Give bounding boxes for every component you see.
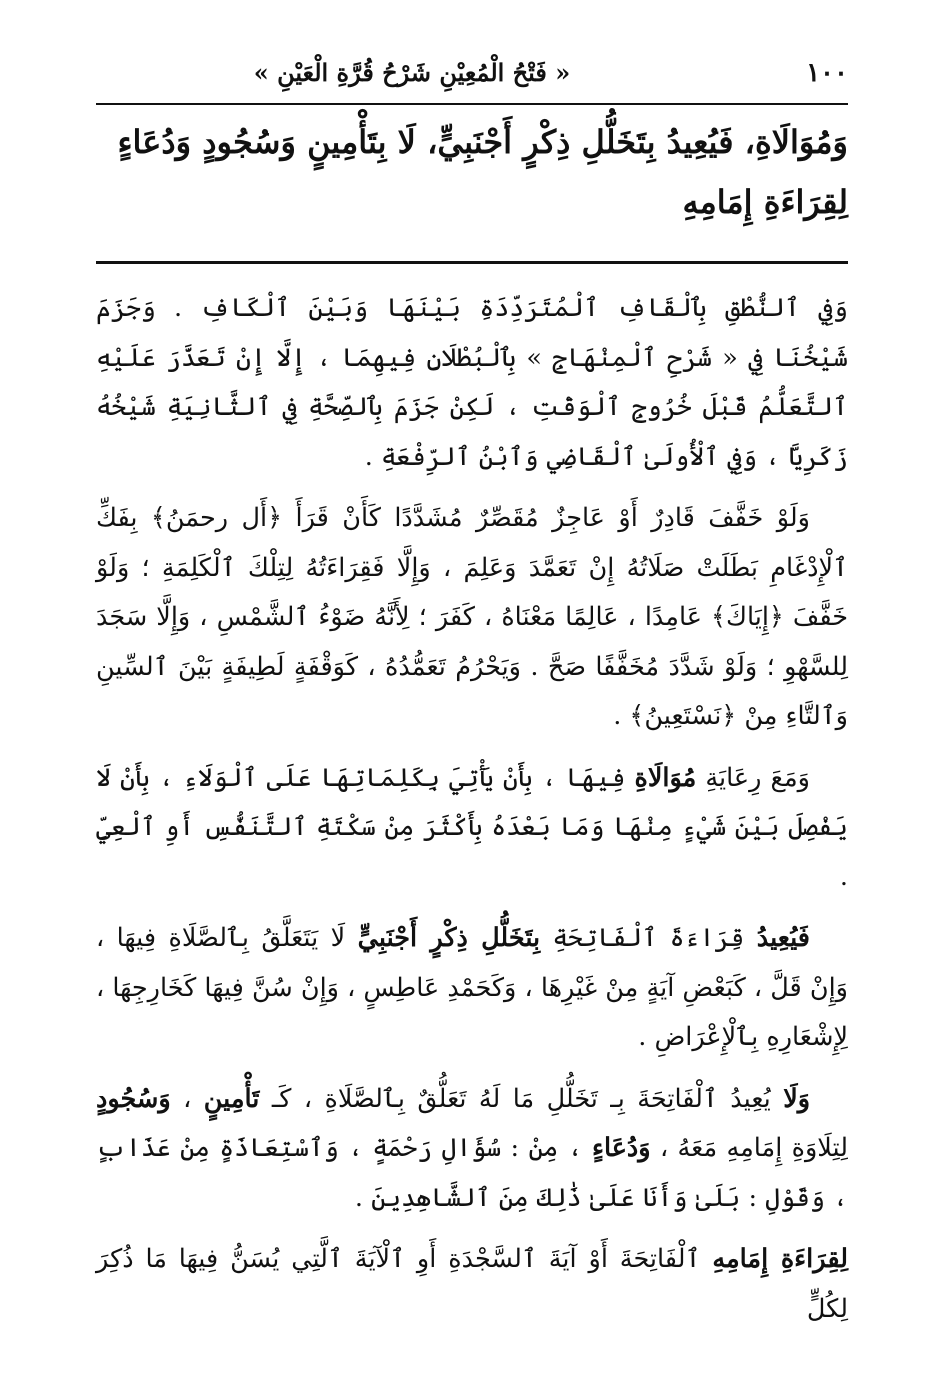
commentary-text	[96, 284, 848, 1346]
matn-line-2: لِقِرَاءَةِ إِمَامِهِ	[682, 183, 848, 221]
matn-keyword: فَيُعِيدُ	[756, 923, 810, 953]
header-rule	[96, 103, 848, 105]
matn-keyword: وَسُجُودٍ	[96, 1083, 171, 1114]
matn-keyword: تَأْمِينٍ	[203, 1083, 260, 1114]
paragraph-5-body: ، مِنْ : سُؤَالِ رَحْمَةٍ ، وَٱسْتِعَاذَةٍ مِنْ عَذَابٍ ، وَقَوْلِ : بَلَىٰ وَأَنَا عَلَىٰ ذَٰلِكَ مِنَ ٱلشَّاهِدِينَ .	[96, 1133, 848, 1213]
page-number: ١٠٠	[806, 58, 848, 88]
commentary-paragraph-1: وَفِي ٱلنُّطْقِ بِٱلْقَافِ ٱلْمُتَرَدِّدَةِ بَيْنَهَا وَبَيْنَ ٱلْكَافِ . وَجَزَمَ شَيْخُنَا فِي « شَرْحِ ٱلْمِنْهَاجِ » بِٱلْبُطْلَانِ فِيهِمَا ، إِلَّا إِنْ تَعَذَّرَ عَلَيْهِ ٱلتَّعَلُّمُ قَبْلَ خُرُوجِ ٱلْوَقْتِ ، لَكِنْ جَزَمَ بِٱلصِّحَّةِ فِي ٱلثَّانِيَةِ شَيْخُهُ زَكَرِيَّا ، وَفِي ٱلْأُولَىٰ ٱلْقَاضِي وَٱبْنُ ٱلرِّفْعَةِ .	[96, 293, 848, 472]
matn-separator-rule	[96, 261, 848, 264]
matn-text	[96, 112, 848, 232]
paragraph-3-lead: وَمَعَ رِعَايَةِ	[705, 762, 810, 793]
page-header	[96, 52, 848, 94]
running-title: « فَتْحُ الْمُعِيْنِ شَرْحُ قُرَّةِ الْعَيْنِ »	[253, 58, 571, 87]
commentary-paragraph-5	[96, 1075, 848, 1224]
commentary-paragraph-6	[96, 1235, 848, 1334]
paragraph-4-mid: قِرَاءَةَ ٱلْفَاتِحَةِ	[552, 923, 745, 953]
paragraph-4-body: لَا يَتَعَلَّقُ بِٱلصَّلَاةِ فِيهَا ، وَإِنْ قَلَّ ، كَبَعْضِ آيَةٍ مِنْ غَيْرِهَا ، وَكَحَمْدِ عَاطِسٍ ، وَإِنْ سُنَّ فِيهَا كَخَارِجِهَا ، لِإِشْعَارِهِ بِٱلْإِعْرَاضِ .	[96, 923, 848, 1052]
matn-keyword: وَدُعَاءٍ	[591, 1133, 651, 1163]
matn-keyword: مُوَالَاةِ	[634, 762, 697, 793]
paragraph-6-body: ٱلْفَاتِحَةَ أَوْ آيَةَ ٱلسَّجْدَةِ أَوِ ٱلْآيَةَ ٱلَّتِي يُسَنُّ فِيهَا مَا ذُكِرَ لِكُلٍّ	[96, 1244, 848, 1324]
commentary-paragraph-4	[96, 914, 848, 1063]
paragraph-5-mid-1: يُعِيدُ ٱلْفَاتِحَةَ بِـ تَخَلُّلِ مَا لَهُ تَعَلُّقٌ بِٱلصَّلَاةِ ، كَـ	[271, 1083, 771, 1114]
paragraph-5-mid-2: ،	[183, 1083, 192, 1114]
matn-line-1: وَمُوَالَاةِ، فَيُعِيدُ بِتَخَلُّلِ ذِكْرٍ أَجْنَبِيٍّ، لَا بِتَأْمِينٍ وَسُجُودٍ وَدُعَاءٍ	[117, 123, 848, 161]
commentary-paragraph-2: وَلَوْ خَفَّفَ قَادِرٌ أَوْ عَاجِزٌ مُقَصِّرٌ مُشَدَّدًا كَأَنْ قَرَأَ ﴿أَل رحمَنُ﴾ بِفَكِّ ٱلْإِدْغَامِ بَطَلَتْ صَلَاتُهُ إِنْ تَعَمَّدَ وَعَلِمَ ، وَإِلَّا فَقِرَاءَتُهُ لِتِلْكَ ٱلْكَلِمَةِ ؛ وَلَوْ خَفَّفَ ﴿إِيَاكَ﴾ عَامِدًا ، عَالِمًا مَعْنَاهُ ، كَفَرَ ؛ لِأَنَّهُ ضَوْءُ ٱلشَّمْسِ ، وَإِلَّا سَجَدَ لِلسَّهْوِ ؛ وَلَوْ شَدَّدَ مُخَفَّفًا صَحَّ . وَيَحْرُمُ تَعَمُّدُهُ ، كَوَقْفَةٍ لَطِيفَةٍ بَيْنَ ٱلسِّينِ وَٱلتَّاءِ مِنْ ﴿نَسْتَعِينُ﴾ .	[96, 503, 848, 731]
paragraph-5-mid-3: لِتِلَاوَةِ إِمَامِهِ مَعَهُ ،	[659, 1133, 848, 1163]
commentary-paragraph-3	[96, 754, 848, 903]
paragraph-3-body: فِيهَا ، بِأَنْ يَأْتِيَ بِكَلِمَاتِهَا عَلَى ٱلْوَلَاءِ ، بِأَنْ لَا يَفْصِلَ بَيْنَ شَيْءٍ مِنْهَا وَمَا بَعْدَهُ بِأَكْثَرَ مِنْ سَكْتَةِ ٱلتَّنَفُّسِ أَوِ ٱلْعِيِّ .	[96, 762, 848, 892]
matn-keyword: بِتَخَلُّلِ ذِكْرٍ أَجْنَبِيٍّ	[357, 923, 541, 953]
matn-keyword: وَلَا	[783, 1083, 811, 1114]
matn-keyword: لِقِرَاءَةِ إِمَامِهِ	[712, 1244, 848, 1274]
